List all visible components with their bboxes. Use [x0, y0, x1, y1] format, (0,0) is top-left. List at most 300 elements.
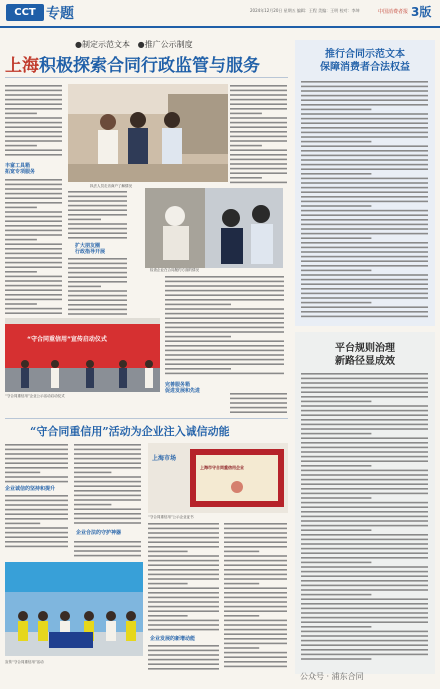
text-line	[148, 537, 219, 539]
text-line	[165, 281, 284, 283]
text-lines	[5, 84, 63, 158]
text-line	[230, 113, 262, 115]
text-line	[5, 230, 62, 232]
banner-text: “守合同重信用”宣传启动仪式	[27, 336, 107, 343]
text-line	[301, 178, 428, 180]
text-line	[148, 650, 219, 652]
cert-title: 上海市守合同重信用企业	[200, 465, 244, 470]
kicker-b: ●推广公示制度	[137, 40, 193, 49]
text-line	[5, 145, 37, 147]
sidebar-2-text	[301, 372, 429, 662]
text-line	[68, 209, 127, 211]
text-line	[301, 525, 428, 527]
text-line	[148, 615, 188, 617]
text-line	[148, 663, 219, 665]
text-line	[301, 447, 428, 449]
text-line	[74, 481, 141, 483]
text-line	[74, 453, 141, 455]
text-line	[301, 575, 428, 577]
text-line	[301, 552, 428, 554]
sidebar-article-1	[295, 40, 435, 326]
text-line	[68, 232, 127, 234]
text-line	[301, 474, 428, 476]
text-line	[301, 316, 428, 318]
text-line	[5, 509, 68, 511]
text-line	[301, 293, 428, 295]
sidebar-1-text	[301, 80, 429, 320]
text-lines	[165, 275, 285, 379]
text-line	[68, 295, 127, 297]
text-line	[301, 251, 428, 253]
sidebar-article-2	[295, 332, 435, 674]
photo-officials-image	[68, 84, 228, 182]
section-label: 专题	[46, 6, 74, 22]
masthead-rule	[0, 26, 440, 28]
article-column-1	[5, 84, 63, 158]
text-line	[148, 578, 219, 580]
photo-officials-visit	[68, 84, 228, 182]
text-line	[301, 127, 428, 129]
text-line	[301, 571, 428, 573]
text-line	[301, 210, 428, 212]
article2-column-3	[148, 522, 220, 632]
article-column-1b	[5, 178, 63, 318]
text-line	[301, 279, 428, 281]
text-line	[74, 444, 141, 446]
text-line	[301, 534, 428, 536]
subhead-5: 企业合法的守护神器	[76, 530, 122, 536]
text-line	[148, 654, 219, 656]
text-line	[68, 237, 127, 239]
text-line	[301, 196, 428, 198]
text-line	[230, 122, 287, 124]
text-line	[148, 532, 219, 534]
text-line	[224, 633, 287, 635]
sidebar-2-title-line2: 新路径显成效	[335, 356, 395, 367]
text-line	[301, 539, 428, 541]
text-line	[148, 551, 188, 553]
text-line	[165, 313, 284, 315]
text-line	[301, 270, 371, 272]
text-line	[301, 297, 428, 299]
text-line	[224, 564, 287, 566]
text-line	[5, 299, 62, 301]
text-line	[165, 368, 231, 370]
text-line	[230, 182, 287, 184]
text-line	[165, 285, 284, 287]
text-line	[224, 601, 287, 603]
text-line	[5, 103, 62, 105]
text-line	[301, 205, 371, 207]
text-line	[5, 462, 68, 464]
text-line	[301, 410, 428, 412]
text-line	[148, 606, 219, 608]
text-line	[301, 182, 428, 184]
text-line	[5, 458, 68, 460]
text-line	[224, 574, 287, 576]
text-line	[148, 574, 219, 576]
text-line	[74, 476, 141, 478]
text-line	[301, 589, 428, 591]
text-line	[224, 528, 287, 530]
text-line	[148, 645, 219, 647]
text-line	[148, 560, 219, 562]
article2-column-1b	[5, 494, 69, 552]
text-line	[74, 499, 141, 501]
text-line	[301, 191, 428, 193]
text-line	[5, 140, 62, 142]
text-line	[301, 164, 428, 166]
text-line	[301, 122, 428, 124]
headline-lead: 上海	[5, 56, 39, 76]
text-line	[5, 285, 62, 287]
text-line	[68, 286, 101, 288]
text-lines	[224, 522, 288, 672]
text-line	[301, 373, 428, 375]
text-line	[148, 629, 219, 631]
text-line	[301, 460, 428, 462]
text-line	[165, 290, 284, 292]
text-line	[301, 631, 428, 633]
text-line	[148, 564, 219, 566]
text-line	[68, 304, 127, 306]
text-line	[74, 485, 141, 487]
photo-group-image	[5, 562, 143, 656]
text-line	[301, 283, 428, 285]
text-line	[230, 126, 287, 128]
text-line	[68, 299, 127, 301]
text-line	[224, 638, 287, 640]
text-line	[148, 546, 219, 548]
text-lines	[230, 392, 288, 416]
caption-4: 宣传“守合同重信用”活动	[5, 660, 44, 664]
sidebar-1-title-line1: 推行合同示范文本	[325, 49, 405, 60]
text-line	[224, 532, 287, 534]
text-line	[74, 508, 141, 510]
text-line	[5, 532, 68, 534]
text-line	[301, 598, 428, 600]
text-line	[301, 201, 428, 203]
subhead-2: 扩大朋友圈 行政指导开展	[75, 243, 106, 255]
text-lines	[74, 540, 142, 560]
text-line	[5, 193, 62, 195]
photo-inspection	[145, 188, 283, 268]
text-line	[5, 122, 62, 124]
text-line	[74, 522, 141, 524]
text-line	[5, 136, 62, 138]
text-line	[301, 456, 428, 458]
kicker	[75, 39, 193, 50]
text-line	[68, 219, 101, 221]
text-line	[301, 658, 371, 660]
text-line	[301, 159, 428, 161]
text-line	[301, 155, 428, 157]
text-line	[5, 108, 62, 110]
subhead-6: 企业发展的新增动能	[150, 636, 196, 642]
subhead-1: 丰富工具箱 拓宽专项服务	[5, 163, 36, 175]
text-lines	[230, 84, 288, 184]
text-line	[301, 612, 428, 614]
headline-divider	[5, 77, 288, 78]
photo-banner-ceremony	[5, 318, 160, 392]
text-line	[68, 290, 127, 292]
text-line	[224, 656, 287, 658]
text-line	[301, 608, 428, 610]
text-line	[68, 281, 127, 283]
text-line	[301, 488, 428, 490]
text-line	[230, 103, 287, 105]
text-line	[5, 225, 62, 227]
text-line	[230, 149, 287, 151]
caption-3: 检查企业在合同履约方面的情况	[150, 268, 199, 272]
text-line	[148, 624, 219, 626]
text-line	[148, 583, 188, 585]
text-line	[5, 472, 40, 474]
text-line	[301, 437, 428, 439]
text-line	[224, 661, 287, 663]
text-line	[5, 248, 62, 250]
text-line	[5, 117, 62, 119]
text-line	[224, 551, 259, 553]
text-line	[165, 276, 284, 278]
text-line	[230, 131, 287, 133]
text-line	[148, 597, 219, 599]
text-line	[5, 289, 62, 291]
text-line	[68, 313, 127, 315]
text-line	[230, 145, 262, 147]
text-line	[5, 197, 62, 199]
text-lines	[68, 190, 128, 240]
text-line	[301, 391, 428, 393]
text-line	[301, 387, 428, 389]
text-line	[68, 272, 127, 274]
caption-1: 执法人员走访商户了解情况	[90, 184, 132, 188]
text-line	[301, 562, 371, 564]
text-line	[165, 345, 284, 347]
text-line	[224, 606, 287, 608]
text-line	[5, 495, 68, 497]
text-line	[5, 523, 40, 525]
text-line	[5, 518, 68, 520]
text-line	[301, 113, 428, 115]
text-line	[74, 472, 111, 474]
text-line	[165, 294, 284, 296]
text-line	[301, 516, 428, 518]
text-line	[5, 294, 62, 296]
text-line	[5, 85, 62, 87]
photo-banner-image	[5, 318, 160, 392]
date-line: 2024年12月20日 星期五 编辑：王程 美编：王明 校对：李坤	[250, 8, 360, 13]
text-line	[224, 629, 287, 631]
text-line	[165, 322, 284, 324]
article-column-2	[68, 190, 128, 240]
text-line	[301, 654, 428, 656]
text-line	[301, 529, 371, 531]
text-line	[165, 304, 231, 306]
text-line	[230, 411, 287, 413]
article-column-5	[230, 392, 288, 416]
text-line	[224, 652, 287, 654]
kicker-a: ●制定示范文本	[75, 40, 130, 49]
text-line	[5, 257, 62, 259]
article2-column-1	[5, 443, 69, 483]
text-line	[165, 363, 284, 365]
text-line	[5, 280, 62, 282]
text-line	[230, 90, 287, 92]
text-line	[5, 262, 62, 264]
text-line	[5, 312, 62, 314]
text-line	[74, 462, 141, 464]
text-line	[5, 131, 62, 133]
text-line	[68, 191, 127, 193]
text-line	[224, 546, 287, 548]
text-line	[301, 233, 428, 235]
text-line	[301, 311, 428, 313]
text-line	[5, 154, 62, 156]
text-line	[230, 140, 287, 142]
text-line	[74, 490, 141, 492]
main-headline	[5, 51, 260, 76]
text-line	[5, 243, 62, 245]
text-line	[68, 309, 127, 311]
text-line	[301, 585, 428, 587]
text-line	[301, 433, 371, 435]
text-line	[74, 518, 141, 520]
text-line	[5, 476, 68, 478]
text-line	[5, 234, 62, 236]
page-number: 3版	[411, 5, 432, 19]
section-divider	[5, 418, 288, 419]
text-line	[148, 610, 219, 612]
text-line	[301, 173, 371, 175]
text-line	[5, 271, 37, 273]
text-line	[301, 451, 428, 453]
text-line	[5, 444, 68, 446]
text-line	[301, 580, 428, 582]
article2-column-2	[74, 443, 142, 527]
headline-rest: 积极探索合同行政监管与服务	[39, 56, 260, 76]
text-line	[301, 104, 428, 106]
text-line	[5, 188, 62, 190]
text-line	[301, 274, 428, 276]
text-line	[68, 258, 127, 260]
text-line	[301, 424, 428, 426]
text-line	[5, 546, 68, 548]
text-line	[301, 247, 428, 249]
text-line	[301, 109, 371, 111]
text-line	[301, 470, 428, 472]
text-line	[301, 594, 371, 596]
text-line	[301, 86, 428, 88]
text-line	[301, 136, 428, 138]
text-line	[148, 523, 219, 525]
text-lines	[301, 80, 429, 320]
text-line	[5, 220, 62, 222]
text-line	[301, 81, 428, 83]
text-lines	[5, 178, 63, 318]
text-line	[224, 610, 287, 612]
text-line	[224, 523, 287, 525]
text-line	[74, 504, 111, 506]
text-line	[74, 495, 141, 497]
sidebar-2-title-line1: 平台规则治理	[335, 343, 395, 354]
text-line	[148, 528, 219, 530]
text-line	[301, 566, 428, 568]
text-line	[301, 649, 428, 651]
text-line	[301, 145, 428, 147]
text-line	[68, 200, 127, 202]
text-line	[224, 647, 259, 649]
text-lines	[5, 494, 69, 552]
text-line	[5, 541, 68, 543]
text-line	[230, 136, 287, 138]
text-line	[5, 303, 37, 305]
text-line	[301, 260, 428, 262]
text-line	[5, 239, 37, 241]
text-line	[301, 428, 428, 430]
text-line	[301, 219, 428, 221]
text-line	[74, 555, 141, 557]
text-line	[301, 479, 428, 481]
article-column-2b	[68, 257, 128, 317]
text-line	[5, 253, 62, 255]
text-line	[301, 548, 428, 550]
photo-group-event	[5, 562, 143, 656]
text-line	[301, 141, 371, 143]
text-line	[68, 263, 127, 265]
text-line	[301, 617, 428, 619]
text-line	[165, 327, 284, 329]
text-line	[301, 640, 428, 642]
text-line	[301, 506, 428, 508]
text-line	[230, 117, 287, 119]
text-line	[5, 184, 62, 186]
text-line	[230, 108, 287, 110]
text-line	[68, 196, 127, 198]
newspaper-logo: CCT	[6, 4, 44, 21]
text-line	[224, 587, 287, 589]
text-line	[224, 666, 287, 668]
text-line	[5, 308, 62, 310]
text-line	[301, 132, 428, 134]
text-line	[230, 402, 287, 404]
text-line	[301, 224, 428, 226]
text-line	[165, 317, 284, 319]
text-line	[301, 603, 428, 605]
text-line	[230, 94, 287, 96]
cert-brand: 上海市场	[152, 455, 177, 462]
text-line	[165, 350, 284, 352]
photo-certificate	[148, 443, 288, 513]
text-lines	[74, 443, 142, 527]
brand-name: 中国消费者报	[378, 9, 409, 15]
text-line	[5, 467, 68, 469]
subhead-4: 企业诚信的坚持和提升	[5, 486, 56, 492]
sidebar-1-title-line2: 保障消费者合法权益	[320, 62, 410, 73]
text-line	[224, 592, 287, 594]
text-line	[230, 168, 287, 170]
text-line	[301, 378, 428, 380]
text-line	[301, 396, 428, 398]
text-line	[165, 354, 284, 356]
text-line	[301, 557, 428, 559]
text-line	[224, 555, 287, 557]
text-line	[74, 541, 141, 543]
text-line	[301, 187, 428, 189]
photo-inspection-image	[145, 188, 283, 268]
article2-column-2b	[74, 540, 142, 560]
text-line	[301, 242, 428, 244]
